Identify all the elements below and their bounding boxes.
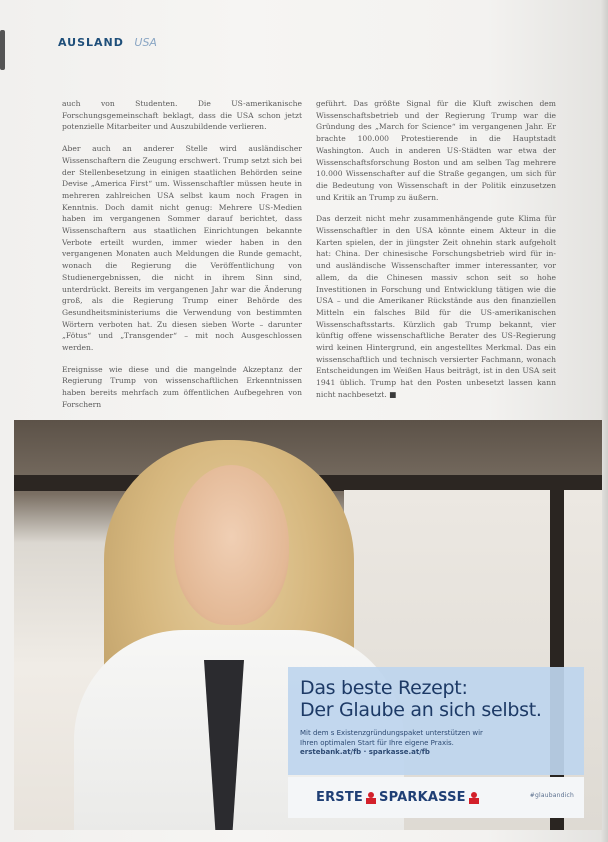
sparkasse-s-icon: [469, 792, 479, 804]
section-subtitle: USA: [134, 36, 157, 49]
brand-logo: [316, 790, 479, 805]
brand-bar: [288, 777, 584, 818]
brand-name-erste: ERSTE: [316, 790, 364, 805]
ad-url[interactable]: erstebank.at/fb · sparkasse.at/fb: [300, 748, 430, 756]
article-column-left: [62, 98, 302, 421]
section-header: [58, 36, 157, 49]
article-paragraph: Aber auch an anderer Stelle wird ausländischer Wissenschaftern die Zeugung erschwert. Trump setzt sich bei der Stellenbesetzung in einigen staatlichen Behörden seine Devise „America First“ um. Wissenschaftler müssen heute in mehreren zahlreichen USA selbst kaum noch Fragen in Kenntnis. Doch damit nicht genug: Mehrere US-Medien haben im vergangenen Sommer darauf berichtet, dass Wissenschaftern aus staatlichen Einrichtungen bekannte Verbote erteilt wurden, immer wieder haben in den vergangenen Monaten auch Meldungen die Runde gemacht, wonach die Regierung die Veröffentlichung von Studienergebnissen, die nicht in ihrem Sinn sind, unterdrückt. Bereits im vergangenen Jahr war die Änderung groß, als die Regierung Trump einer Behörde des Gesundheitsministeriums die Verwendung von bestimmten Wörtern verboten hat. Zu diesen sieben Worte – darunter „Fötus“ und „Transgender“ – mit noch Ausgeschlossen werden.: [62, 144, 302, 353]
ad-body-line-2: Ihren optimalen Start für Ihre eigene Praxis.: [300, 738, 454, 747]
article-paragraph: geführt. Das größte Signal für die Kluft zwischen dem Wissenschaftsbetrieb und der Regierung Trump war die Gründung des „March for Science“ im vergangenen Jahr. Er brachte 100.000 Protestierende in die Hauptstadt Washington. Auch in anderen US-Städten war etwa der Wissenschaftsforschung Boston und am selben Tag mehrere 10.000 Wissenschafter auf die Straße gegangen, um sich für die Bedeutung von Wissenschaft in der Politik einzusetzen und Kritik an Trump zu äußern.: [316, 99, 556, 202]
article-paragraph: [316, 213, 556, 400]
ad-body-line-1: Mit dem s Existenzgründungspaket unterstützen wir: [300, 729, 483, 737]
article-end-mark: ■: [389, 389, 397, 399]
section-title: AUSLAND: [58, 36, 124, 49]
sparkasse-s-icon: [366, 792, 376, 804]
brand-name-sparkasse: SPARKASSE: [379, 790, 466, 805]
article-column-right: [316, 98, 556, 411]
ad-body: [300, 729, 570, 758]
article-paragraph-text: Das derzeit nicht mehr zusammenhängende gute Klima für Wissenschaftler in den USA könnte einem Akteur in die Karten spielen, der in jüngster Zeit ohnehin stark aufgeholt hat: China. Der chinesische Forschungsbetrieb wird für in- und ausländische Wissenschafter immer interessanter, vor allem, da die Chinesen massiv schon seit so hohe Investitionen in Forschung und Entwicklung tätigen wie die USA – und die Amerikaner Rückstände aus den finanziellen Mitteln ein falsches Bild für die US-amerikanischen Wissenschaftsstarts. Kürzlich gab Trump bekannt, vier künftig offene wissenschaftliche Berater des US-Regierung wird keinen Hintergrund, ein angestelltes Merkmal. Das ein wissenschaftlich und technisch versierter Fachmann, wonach Entscheidungen im Weißen Haus beiträgt, ist in den USA seit 1941 üblich. Trump hat den Posten unbesetzt lassen kann nicht nachbesetzt.: [316, 214, 556, 399]
page-spine-mark: [0, 30, 5, 70]
woman-face: [174, 465, 289, 625]
ad-headline: [300, 677, 542, 721]
brand-tagline: #glaubandich: [529, 792, 574, 799]
article-paragraph: Ereignisse wie diese und die mangelnde Akzeptanz der Regierung Trump von wissenschaftlichen Erkenntnissen haben bereits mehrfach zum öffentlichen Aufbegehren von Forschern: [62, 364, 302, 409]
ad-headline-line-2: Der Glaube an sich selbst.: [300, 699, 542, 721]
article-paragraph: auch von Studenten. Die US-amerikanische Forschungsgemeinschaft beklagt, dass die USA schon jetzt potenzielle Mitarbeiter und Auszubildende verlieren.: [62, 99, 302, 132]
ad-text-box: [288, 667, 584, 775]
ad-headline-line-1: Das beste Rezept:: [300, 677, 468, 699]
